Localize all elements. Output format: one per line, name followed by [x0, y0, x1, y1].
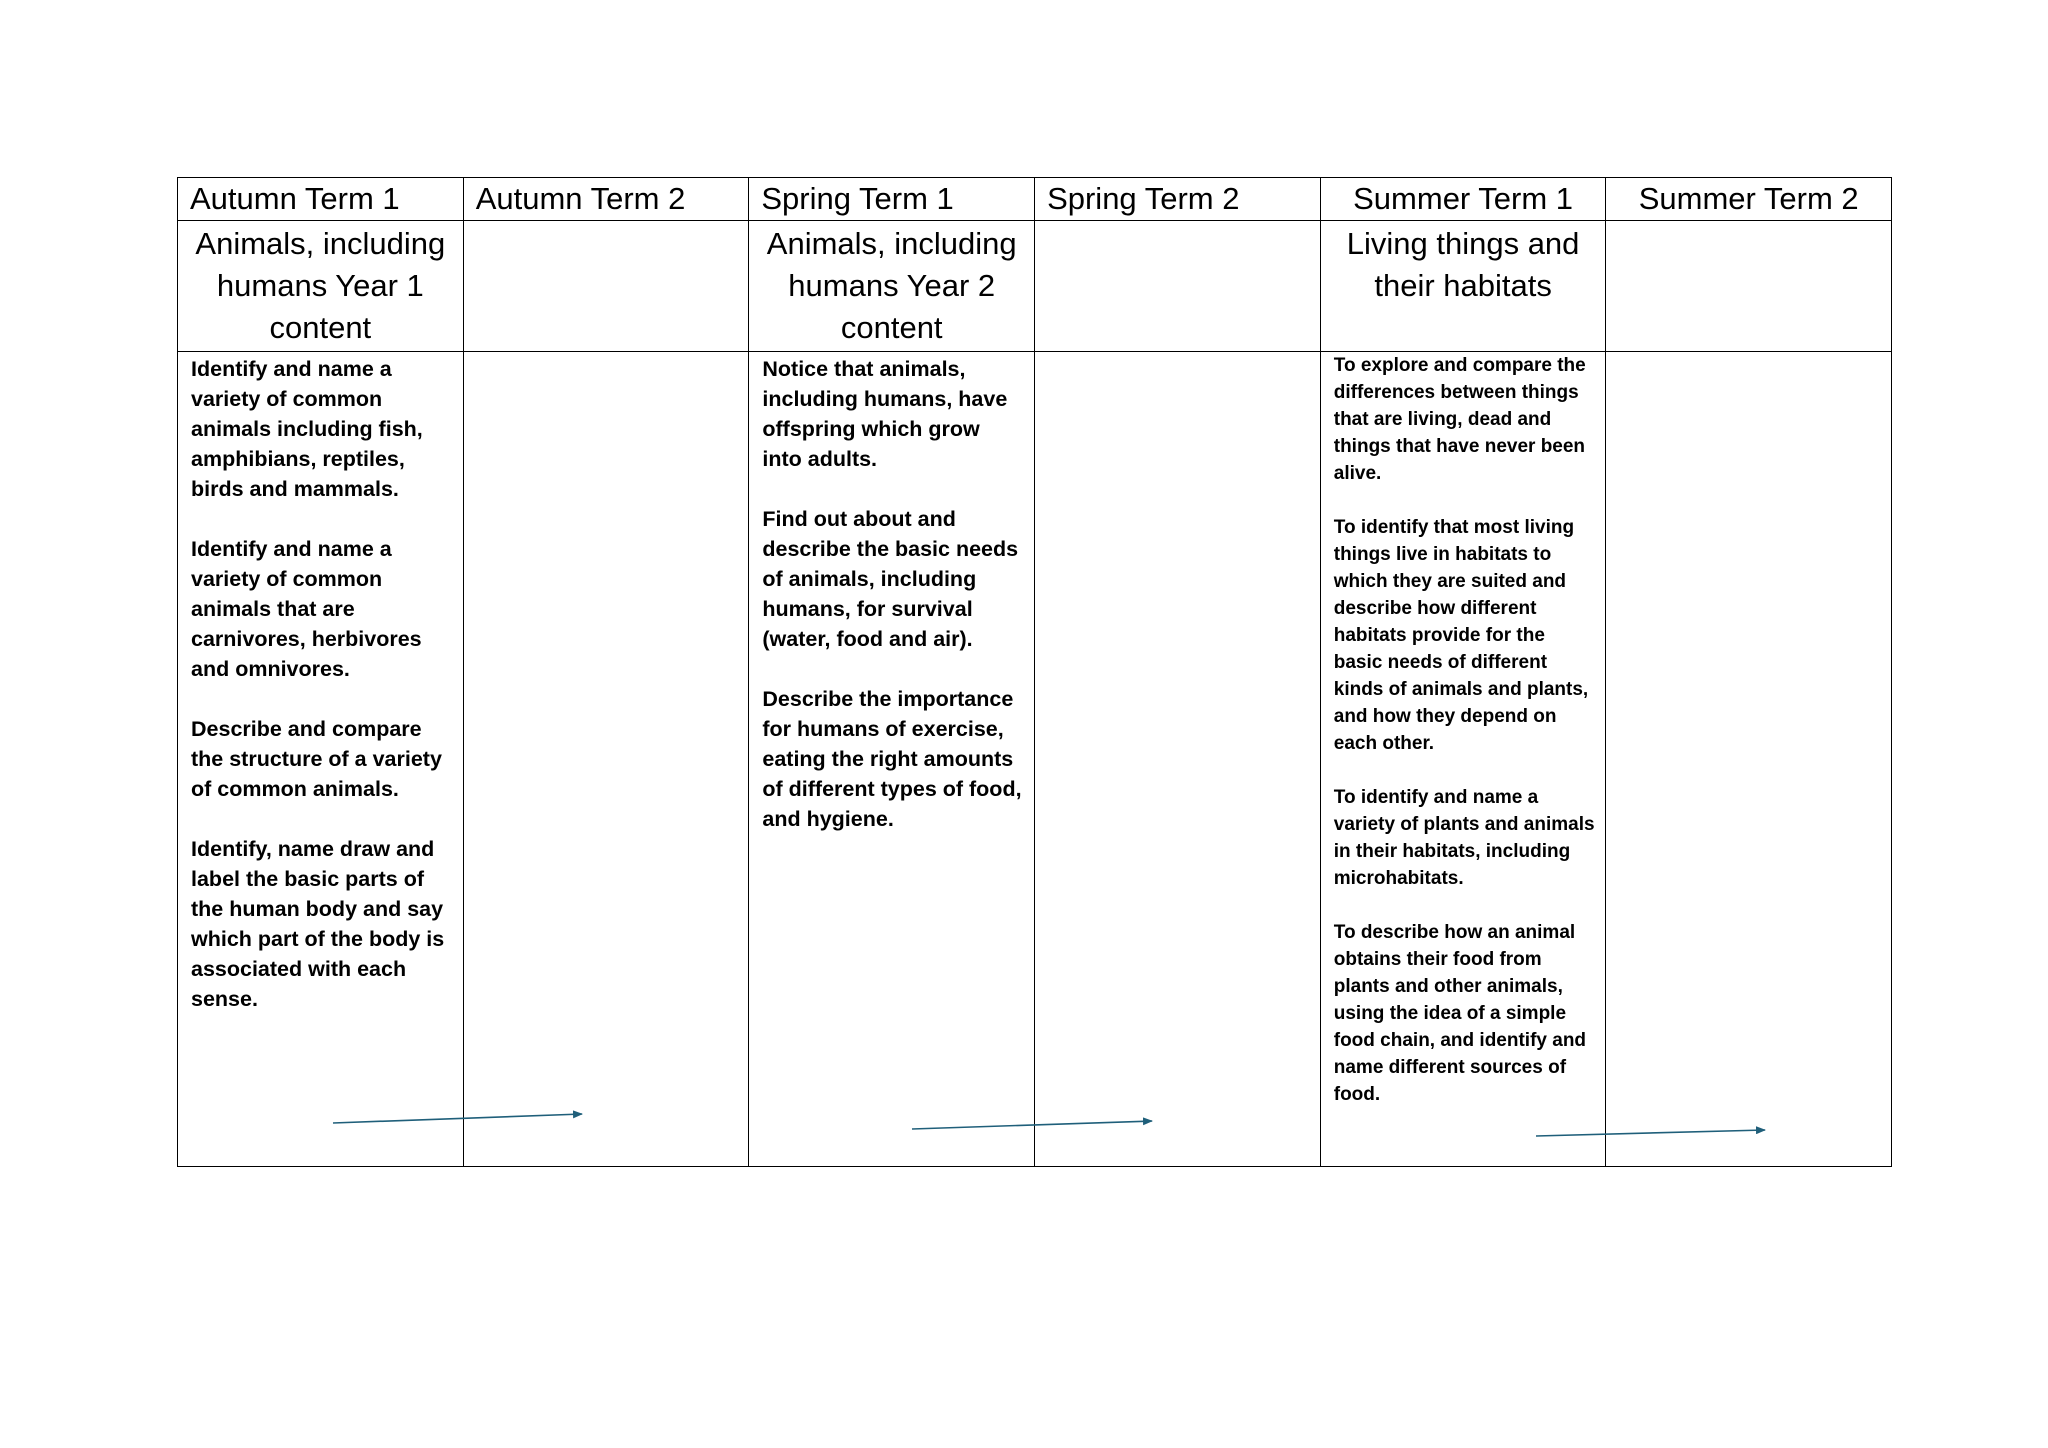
objective-item: To identify and name a variety of plants and animals in their habitats, including microhabitats.: [1333, 787, 1595, 889]
objective-item: Identify and name a variety of common animals including fish, amphibians, reptiles, birds and mammals.: [191, 357, 423, 501]
term-header-autumn-2: Autumn Term 2: [463, 178, 749, 221]
term-header-summer-2: Summer Term 2: [1606, 178, 1892, 221]
objectives-spring-1: [749, 352, 1035, 1167]
objective-item: Identify and name a variety of common animals that are carnivores, herbivores and omnivores.: [191, 537, 422, 681]
objective-item: Describe the importance for humans of exercise, eating the right amounts of different types of food, and hygiene.: [762, 687, 1022, 831]
objective-item: Find out about and describe the basic needs of animals, including humans, for survival (water, food and air).: [762, 507, 1019, 651]
objectives-row: [178, 352, 1892, 1167]
objective-list: [749, 352, 1034, 834]
objective-item: Identify, name draw and label the basic parts of the human body and say which part of the body is associated with each sense.: [191, 837, 445, 1011]
objective-list: [178, 352, 463, 1014]
objectives-autumn-2: [463, 352, 749, 1167]
objectives-autumn-1: [178, 352, 464, 1167]
topic-autumn-2: [463, 221, 749, 352]
topic-autumn-1: Animals, including humans Year 1 content: [178, 221, 464, 352]
term-header-autumn-1: Autumn Term 1: [178, 178, 464, 221]
objective-item: To identify that most living things live in habitats to which they are suited and describe how different habitats provide for the basic needs of different kinds of animals and plants, and how they depend on each other.: [1333, 517, 1589, 754]
topic-summer-2: [1606, 221, 1892, 352]
term-header-summer-1: Summer Term 1: [1320, 178, 1606, 221]
term-header-spring-1: Spring Term 1: [749, 178, 1035, 221]
objectives-summer-2: [1606, 352, 1892, 1167]
objectives-spring-2: [1035, 352, 1321, 1167]
objective-list: [1321, 352, 1606, 1108]
topic-row: [178, 221, 1892, 352]
topic-summer-1: Living things and their habitats: [1320, 221, 1606, 352]
topic-spring-1: Animals, including humans Year 2 content: [749, 221, 1035, 352]
objective-item: Notice that animals, including humans, have offspring which grow into adults.: [762, 357, 1008, 471]
topic-spring-2: [1035, 221, 1321, 352]
science-term-plan-table: [177, 177, 1892, 1167]
objective-item: To explore and compare the differences between things that are living, dead and things that have never been alive.: [1333, 355, 1586, 484]
term-header-spring-2: Spring Term 2: [1035, 178, 1321, 221]
objective-item: To describe how an animal obtains their food from plants and other animals, using the idea of a simple food chain, and identify and name different sources of food.: [1333, 922, 1587, 1105]
term-header-row: [178, 178, 1892, 221]
objectives-summer-1: [1320, 352, 1606, 1167]
objective-item: Describe and compare the structure of a variety of common animals.: [191, 717, 442, 801]
